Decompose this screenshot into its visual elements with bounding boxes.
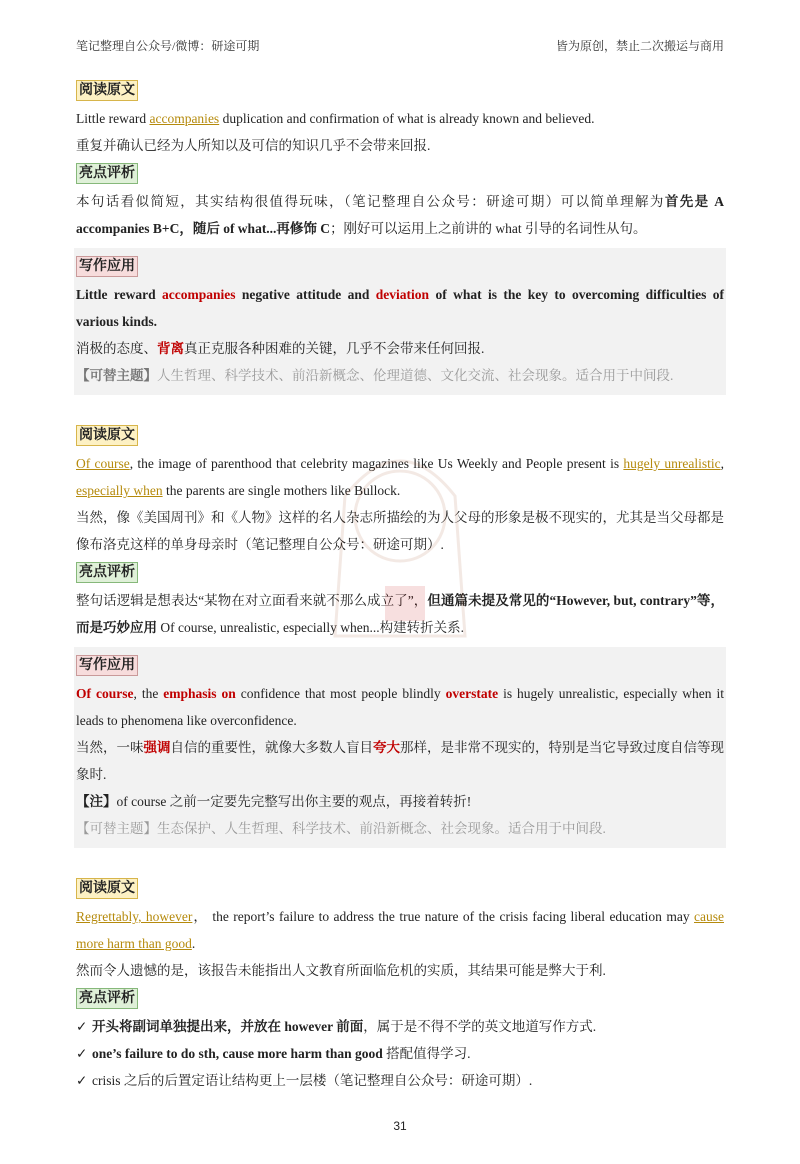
highlight-item <box>76 1013 724 1040</box>
text-run: , the image of parenthood that celebrity magazines like Us Weekly and People present is <box>129 456 624 471</box>
highlight-label: 亮点评析 <box>76 163 138 184</box>
text-run: 首先是 A accompanies B+C，随后 of what...再修饰 C <box>76 194 725 236</box>
text-run: 然而令人遗憾的是，该报告未能指出人文教育所面临危机的实质，其结果可能是弊大于利. <box>76 963 606 978</box>
key-phrase: Of course <box>76 686 134 701</box>
writing-label: 写作应用 <box>76 256 138 277</box>
highlighted-phrase: cause more harm than good <box>76 909 724 951</box>
text-run: Little reward <box>76 287 162 302</box>
text-run: , <box>720 456 725 471</box>
writing-box <box>74 248 726 395</box>
text-run: 重复并确认已经为人所知以及可信的知识几乎不会带来回报. <box>76 138 431 153</box>
text-run: duplication and confirmation of what is already known and believed. <box>219 111 595 126</box>
writing-note <box>76 788 724 815</box>
reading-label: 阅读原文 <box>76 878 138 899</box>
text-run: 但通篇未提及常见的“However, but, contrary”等，而是巧妙应用 <box>76 593 725 635</box>
text-run: 【可替主题】 <box>76 368 157 383</box>
text-run: 当然，像《美国周刊》和《人物》这样的名人杂志所描绘的为人父母的形象是极不现实的，尤其是当父母都是像布洛克这样的单身母亲时（笔记整理自公众号：研途可期）. <box>76 510 724 552</box>
reading-english <box>76 105 724 132</box>
key-phrase: overstate <box>445 686 499 701</box>
page-header <box>0 0 800 54</box>
highlight-item <box>76 1067 724 1094</box>
reading-english <box>76 450 724 504</box>
text-run: Little reward <box>76 111 150 126</box>
highlighted-phrase: Regrettably, however <box>76 909 193 924</box>
highlighted-phrase: accompanies <box>149 111 220 126</box>
key-phrase: emphasis on <box>163 686 236 701</box>
text-run: 真正克服各种困难的关键，几乎不会带来任何回报. <box>184 341 485 356</box>
highlight-label: 亮点评析 <box>76 562 138 583</box>
header-right: 皆为原创，禁止二次搬运与商用 <box>555 39 724 53</box>
reading-label: 阅读原文 <box>76 80 138 101</box>
text-run: 人生哲理、科学技术、前沿新概念、伦理道德、文化交流、社会现象。适合用于中间段. <box>157 368 674 383</box>
text-run: the parents are single mothers like Bullock. <box>162 483 401 498</box>
key-phrase: accompanies <box>162 287 236 302</box>
highlighted-phrase: Of course <box>76 456 130 471</box>
section-3 <box>76 874 724 1094</box>
key-phrase: 夸大 <box>373 740 400 755</box>
page-number: 31 <box>393 1119 407 1133</box>
text-run: 搭配值得学习. <box>382 1046 471 1061</box>
key-phrase: 背离 <box>157 341 184 356</box>
highlight-item-text <box>92 1073 532 1088</box>
text-run: Of course, unrealistic, especially when...构建转折关系. <box>157 620 465 635</box>
text-run: 本句话看似简短，其实结构很值得玩味，（笔记整理自公众号：研途可期）可以简单理解为 <box>76 194 665 209</box>
page-content <box>76 76 724 1094</box>
writing-english <box>76 281 724 335</box>
text-run: is hugely unrealistic, especially when it leads to phenomena like overconfidence. <box>76 686 725 728</box>
alt-topics <box>76 815 724 842</box>
highlight-item <box>76 1040 724 1067</box>
alt-topics <box>76 362 724 389</box>
writing-chinese <box>76 335 724 362</box>
text-run: 开头将副词单独提出来，并放在 however 前面 <box>92 1019 364 1034</box>
text-run: . <box>191 936 196 951</box>
key-phrase: deviation <box>375 287 430 302</box>
writing-box <box>74 647 726 848</box>
text-run: crisis 之后的后置定语让结构更上一层楼（笔记整理自公众号：研途可期）. <box>92 1073 533 1088</box>
text-run: 那样，是非常不现实的，特别是当它导致过度自信等现象时. <box>76 740 724 782</box>
key-phrase: 强调 <box>143 740 171 755</box>
text-run: ，属于是不得不学的英文地道写作方式. <box>363 1019 597 1034</box>
reading-chinese <box>76 132 724 159</box>
text-run: confidence that most people blindly <box>235 686 446 701</box>
highlight-label: 亮点评析 <box>76 988 138 1009</box>
text-run: one’s failure to do sth, cause more harm than good <box>92 1046 383 1061</box>
text-run: 自信的重要性，就像大多数人盲目 <box>170 740 373 755</box>
header-left: 笔记整理自公众号/微博：研途可期 <box>76 39 260 53</box>
text-run: of course 之前一定要先完整写出你主要的观点，再接着转折! <box>116 794 472 809</box>
highlight-item-text <box>92 1046 471 1061</box>
writing-english <box>76 680 724 734</box>
reading-english <box>76 903 724 957</box>
text-run: ， the report’s failure to address the true nature of the crisis facing liberal education may <box>192 909 694 924</box>
highlight-text <box>76 188 724 242</box>
reading-chinese <box>76 957 724 984</box>
text-run: 整句话逻辑是想表达“某物在对立面看来就不那么成立了”， <box>76 593 428 608</box>
text-run: 生态保护、人生哲理、科学技术、前沿新概念、社会现象。适合用于中间段. <box>157 821 606 836</box>
section-1 <box>76 76 724 395</box>
highlighted-phrase: especially when <box>76 483 163 498</box>
check-icon: ✓ <box>76 1046 88 1061</box>
reading-label: 阅读原文 <box>76 425 138 446</box>
text-run: , the <box>133 686 164 701</box>
reading-chinese <box>76 504 724 558</box>
text-run: 【可替主题】 <box>76 821 157 836</box>
highlight-item-text <box>92 1019 596 1034</box>
check-icon: ✓ <box>76 1019 88 1034</box>
check-icon: ✓ <box>76 1073 88 1088</box>
text-run: ；刚好可以运用上之前讲的 what 引导的名词性从句。 <box>330 221 647 236</box>
writing-label: 写作应用 <box>76 655 138 676</box>
text-run: 当然，一味 <box>76 740 144 755</box>
text-run: 消极的态度、 <box>76 341 157 356</box>
section-2 <box>76 421 724 848</box>
highlighted-phrase: hugely unrealistic <box>623 456 721 471</box>
text-run: negative attitude and <box>235 287 376 302</box>
highlight-text <box>76 587 724 641</box>
writing-chinese <box>76 734 724 788</box>
text-run: of what is the key to overcoming difficulties of various kinds. <box>76 287 724 329</box>
text-run: 【注】 <box>76 794 117 809</box>
